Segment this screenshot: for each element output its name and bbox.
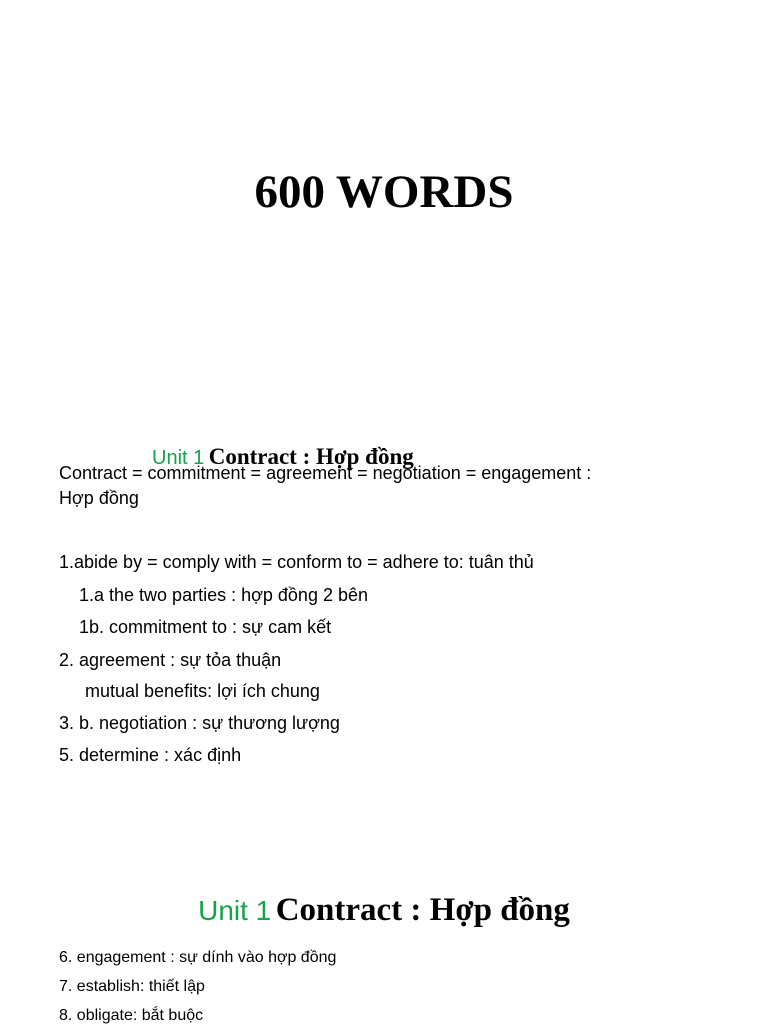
vocab-item: 6. engagement : sự dính vào hợp đồng [59, 949, 337, 966]
unit-heading [0, 888, 768, 938]
intro-line: Contract = commitment = agreement = negotiation = engagement : [59, 463, 592, 483]
vocab-item: 1.abide by = comply with = conform to = adhere to: tuân thủ [59, 552, 534, 572]
vocab-item: 5. determine : xác định [59, 745, 242, 765]
unit-title: Contract : Hợp đồng [275, 892, 570, 928]
vocab-item: mutual benefits: lợi ích chung [85, 681, 320, 701]
vocab-item: 7. establish: thiết lập [59, 978, 205, 995]
unit-label: Unit 1 [198, 895, 272, 926]
unit-title: Contract : Hợp đồng [208, 444, 414, 469]
vocab-item: 8. obligate: bắt buộc [59, 1007, 204, 1024]
vocab-item: 1.a the two parties : hợp đồng 2 bên [79, 585, 369, 605]
page-title: 600 WORDS [254, 166, 514, 218]
intro-line: Hợp đồng [59, 488, 139, 508]
vocab-item: 2. agreement : sự tỏa thuận [59, 650, 282, 670]
unit-label: Unit 1 [152, 447, 205, 469]
vocab-item: 1b. commitment to : sự cam kết [79, 617, 332, 637]
vocab-item: 3. b. negotiation : sự thương lượng [59, 713, 340, 733]
